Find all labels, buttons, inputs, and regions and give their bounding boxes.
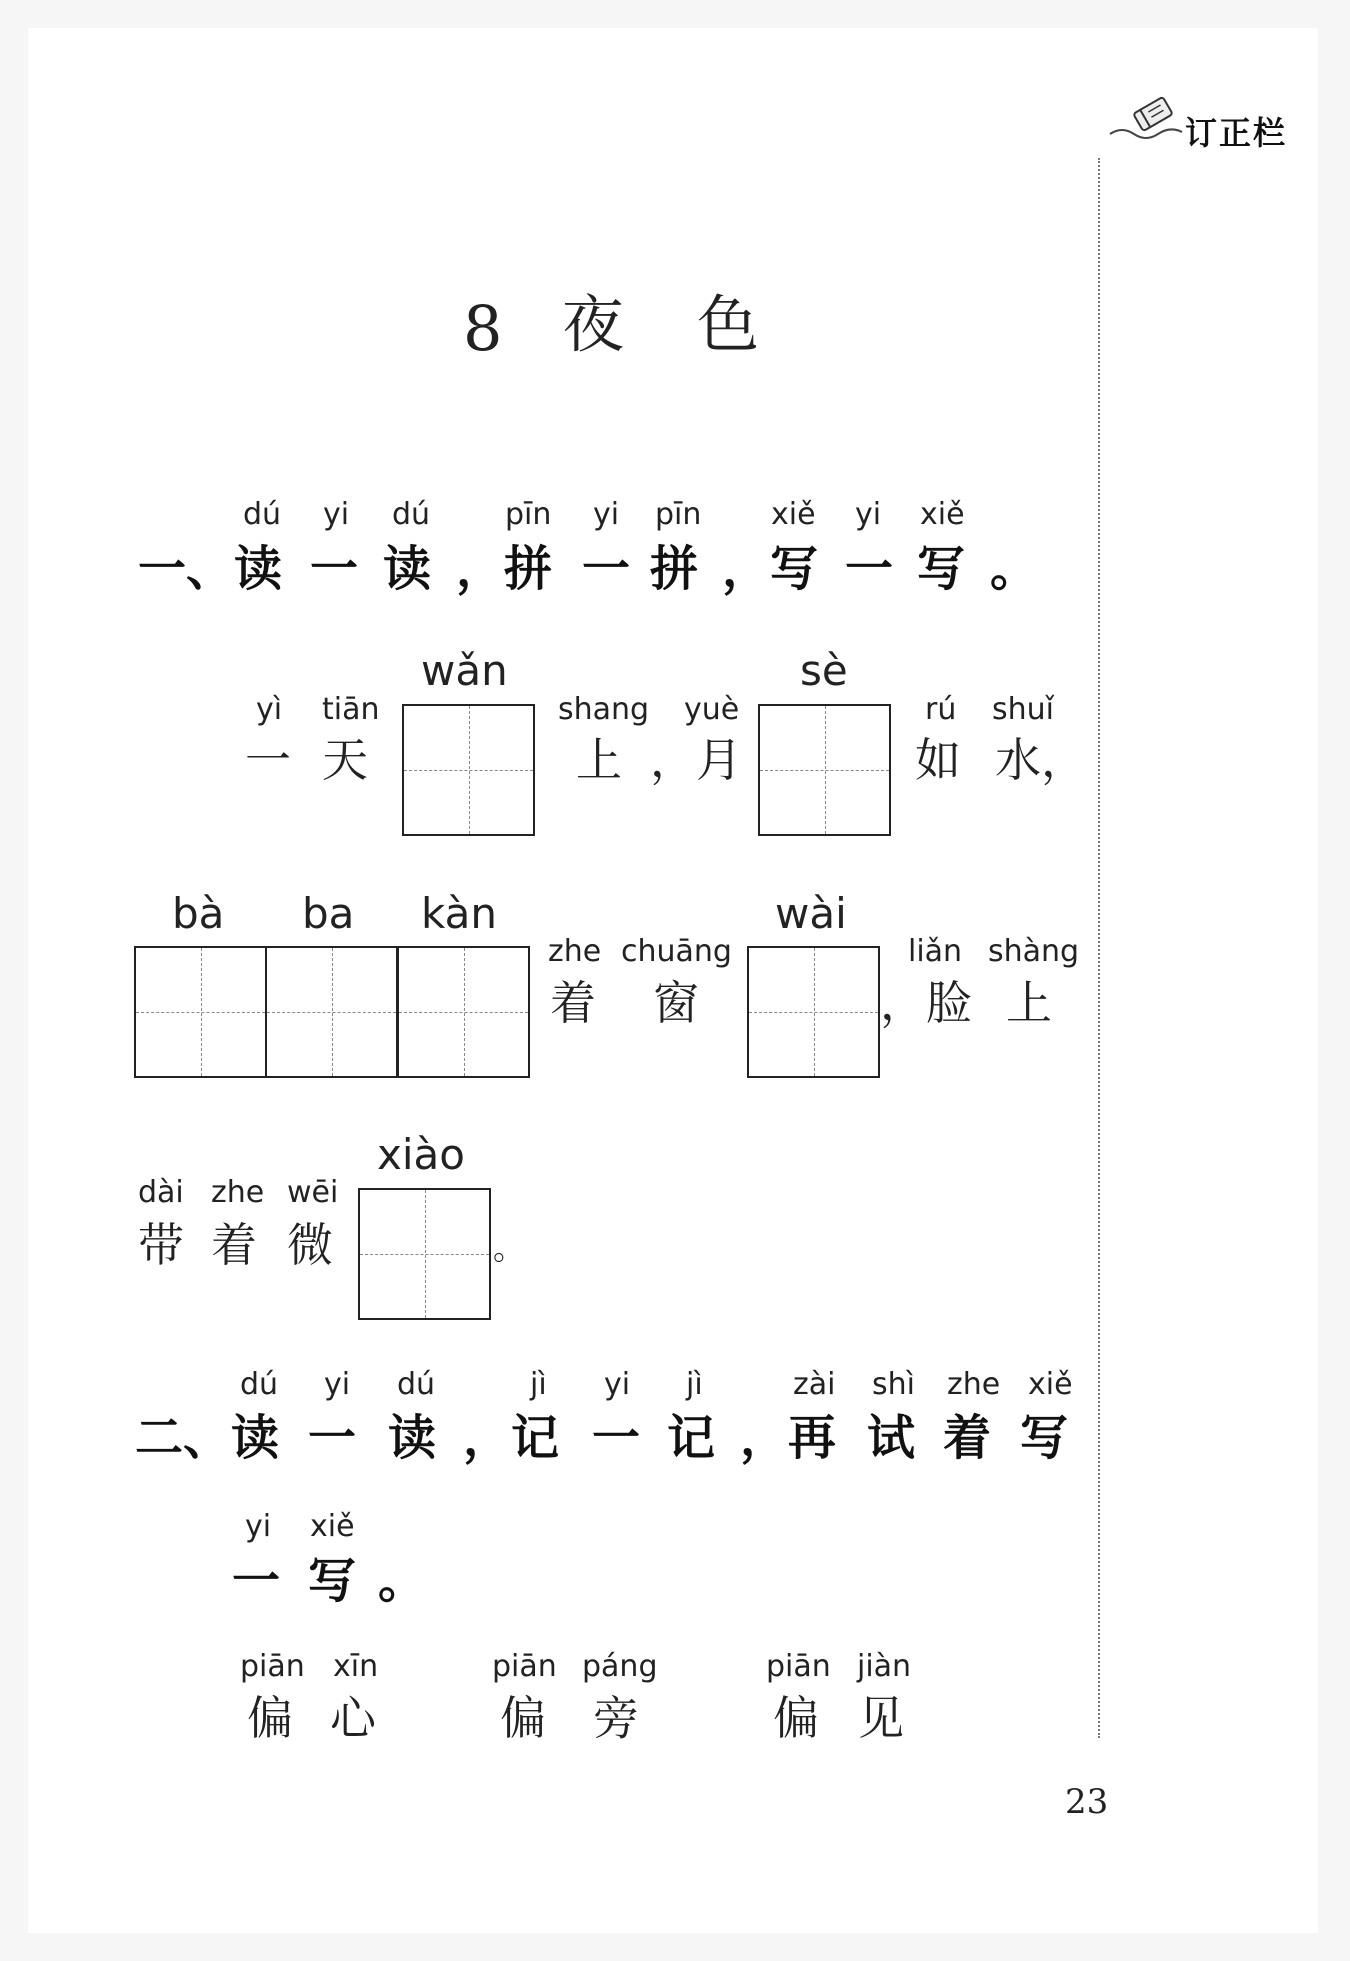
heading-char: 。 <box>990 541 1039 597</box>
pinyin: shuǐ <box>992 692 1054 727</box>
heading-char: 试 <box>867 1410 916 1466</box>
heading-char: 一 <box>232 1553 281 1609</box>
hanzi: 偏 <box>500 1691 546 1745</box>
pinyin: yi <box>245 1509 272 1544</box>
box-pinyin: xiào <box>377 1130 465 1179</box>
heading-char: 拼 <box>650 541 699 597</box>
hanzi: 上 <box>1006 976 1052 1030</box>
writing-box[interactable] <box>134 946 267 1078</box>
lesson-title-char-2: 色 <box>697 288 760 361</box>
pinyin: dú <box>392 497 431 532</box>
hanzi: 水， <box>995 733 1087 787</box>
pinyin: chuāng <box>621 934 732 969</box>
pinyin: zài <box>793 1367 836 1402</box>
heading-char: 。 <box>378 1553 427 1609</box>
box-pinyin: kàn <box>421 889 497 938</box>
lesson-number: 8 <box>463 292 503 365</box>
hanzi: 微 <box>287 1218 333 1272</box>
writing-box[interactable] <box>747 946 880 1078</box>
pinyin: shì <box>872 1367 915 1402</box>
writing-box[interactable] <box>758 704 891 836</box>
writing-box[interactable] <box>265 946 398 1078</box>
pinyin: piān <box>766 1649 831 1684</box>
hanzi: 如 <box>915 733 961 787</box>
heading-char: 一 <box>845 541 894 597</box>
pinyin: yi <box>855 497 882 532</box>
heading-char: 一 <box>310 541 359 597</box>
writing-box[interactable] <box>397 946 530 1078</box>
heading-char: 记 <box>667 1410 716 1466</box>
pinyin: yuè <box>684 692 740 727</box>
heading-char: ，再 <box>740 1410 837 1466</box>
pinyin: rú <box>925 692 957 727</box>
hanzi: 见 <box>858 1691 904 1745</box>
hanzi: 窗 <box>653 976 699 1030</box>
pinyin: wēi <box>287 1175 339 1210</box>
pinyin: dài <box>138 1175 184 1210</box>
hanzi: ，月 <box>650 733 742 787</box>
pinyin: tiān <box>322 692 380 727</box>
pinyin: xīn <box>333 1649 379 1684</box>
box-pinyin: wài <box>775 889 847 938</box>
pinyin: zhe <box>548 934 602 969</box>
pinyin: zhe <box>947 1367 1001 1402</box>
heading-char: 写 <box>917 541 966 597</box>
pinyin: jì <box>530 1367 547 1402</box>
heading-char: 一 <box>592 1410 641 1466</box>
heading-char: 一、读 <box>138 541 283 597</box>
writing-box[interactable] <box>358 1188 491 1320</box>
heading-char: 二、读 <box>135 1410 280 1466</box>
hanzi: 偏 <box>247 1691 293 1745</box>
hanzi: 一 <box>245 733 291 787</box>
pinyin: piān <box>240 1649 305 1684</box>
correction-column-label: 订正栏 <box>1185 114 1288 152</box>
heading-char: 着 <box>943 1410 992 1466</box>
hanzi: 天 <box>322 733 368 787</box>
heading-char: ，记 <box>463 1410 560 1466</box>
pinyin: piān <box>492 1649 557 1684</box>
pinyin: dú <box>397 1367 436 1402</box>
pinyin: yì <box>256 692 283 727</box>
page-number: 23 <box>1065 1782 1109 1822</box>
pinyin: xiě <box>310 1509 355 1544</box>
hanzi: ，脸 <box>880 976 972 1030</box>
heading-char: 一 <box>582 541 631 597</box>
pinyin: jiàn <box>857 1649 912 1684</box>
box-pinyin: wǎn <box>421 646 508 695</box>
hanzi: 偏 <box>773 1691 819 1745</box>
pinyin: xiě <box>771 497 816 532</box>
pinyin: liǎn <box>908 934 963 969</box>
heading-char: 读 <box>383 541 432 597</box>
heading-char: 写 <box>1020 1410 1069 1466</box>
pinyin: yi <box>604 1367 631 1402</box>
pinyin: yi <box>593 497 620 532</box>
correction-column-divider <box>1098 158 1100 1738</box>
pinyin: shàng <box>988 934 1080 969</box>
heading-char: ，写 <box>722 541 819 597</box>
heading-char: 一 <box>308 1410 357 1466</box>
pinyin: páng <box>582 1649 658 1684</box>
pinyin: xiě <box>1028 1367 1073 1402</box>
pinyin: yi <box>323 497 350 532</box>
hanzi: 着 <box>211 1218 257 1272</box>
pinyin: dú <box>243 497 282 532</box>
hanzi: 。 <box>493 1229 526 1267</box>
box-pinyin: sè <box>800 646 848 695</box>
pinyin: pīn <box>505 497 552 532</box>
pinyin: pīn <box>655 497 702 532</box>
pinyin: zhe <box>211 1175 265 1210</box>
box-pinyin: ba <box>302 889 355 938</box>
pinyin: shang <box>558 692 650 727</box>
hanzi: 旁 <box>593 1691 639 1745</box>
heading-char: 读 <box>388 1410 437 1466</box>
heading-char: ，拼 <box>456 541 553 597</box>
hanzi: 着 <box>550 976 596 1030</box>
hanzi: 上 <box>576 733 622 787</box>
lesson-title-char-1: 夜 <box>562 288 625 361</box>
hanzi: 带 <box>138 1218 184 1272</box>
pinyin: yi <box>324 1367 351 1402</box>
heading-char: 写 <box>308 1553 357 1609</box>
hanzi: 心 <box>330 1691 376 1745</box>
writing-box[interactable] <box>402 704 535 836</box>
pinyin: jì <box>686 1367 703 1402</box>
pinyin: dú <box>240 1367 279 1402</box>
box-pinyin: bà <box>172 889 225 938</box>
eraser-pencil-icon <box>1108 86 1188 146</box>
pinyin: xiě <box>920 497 965 532</box>
